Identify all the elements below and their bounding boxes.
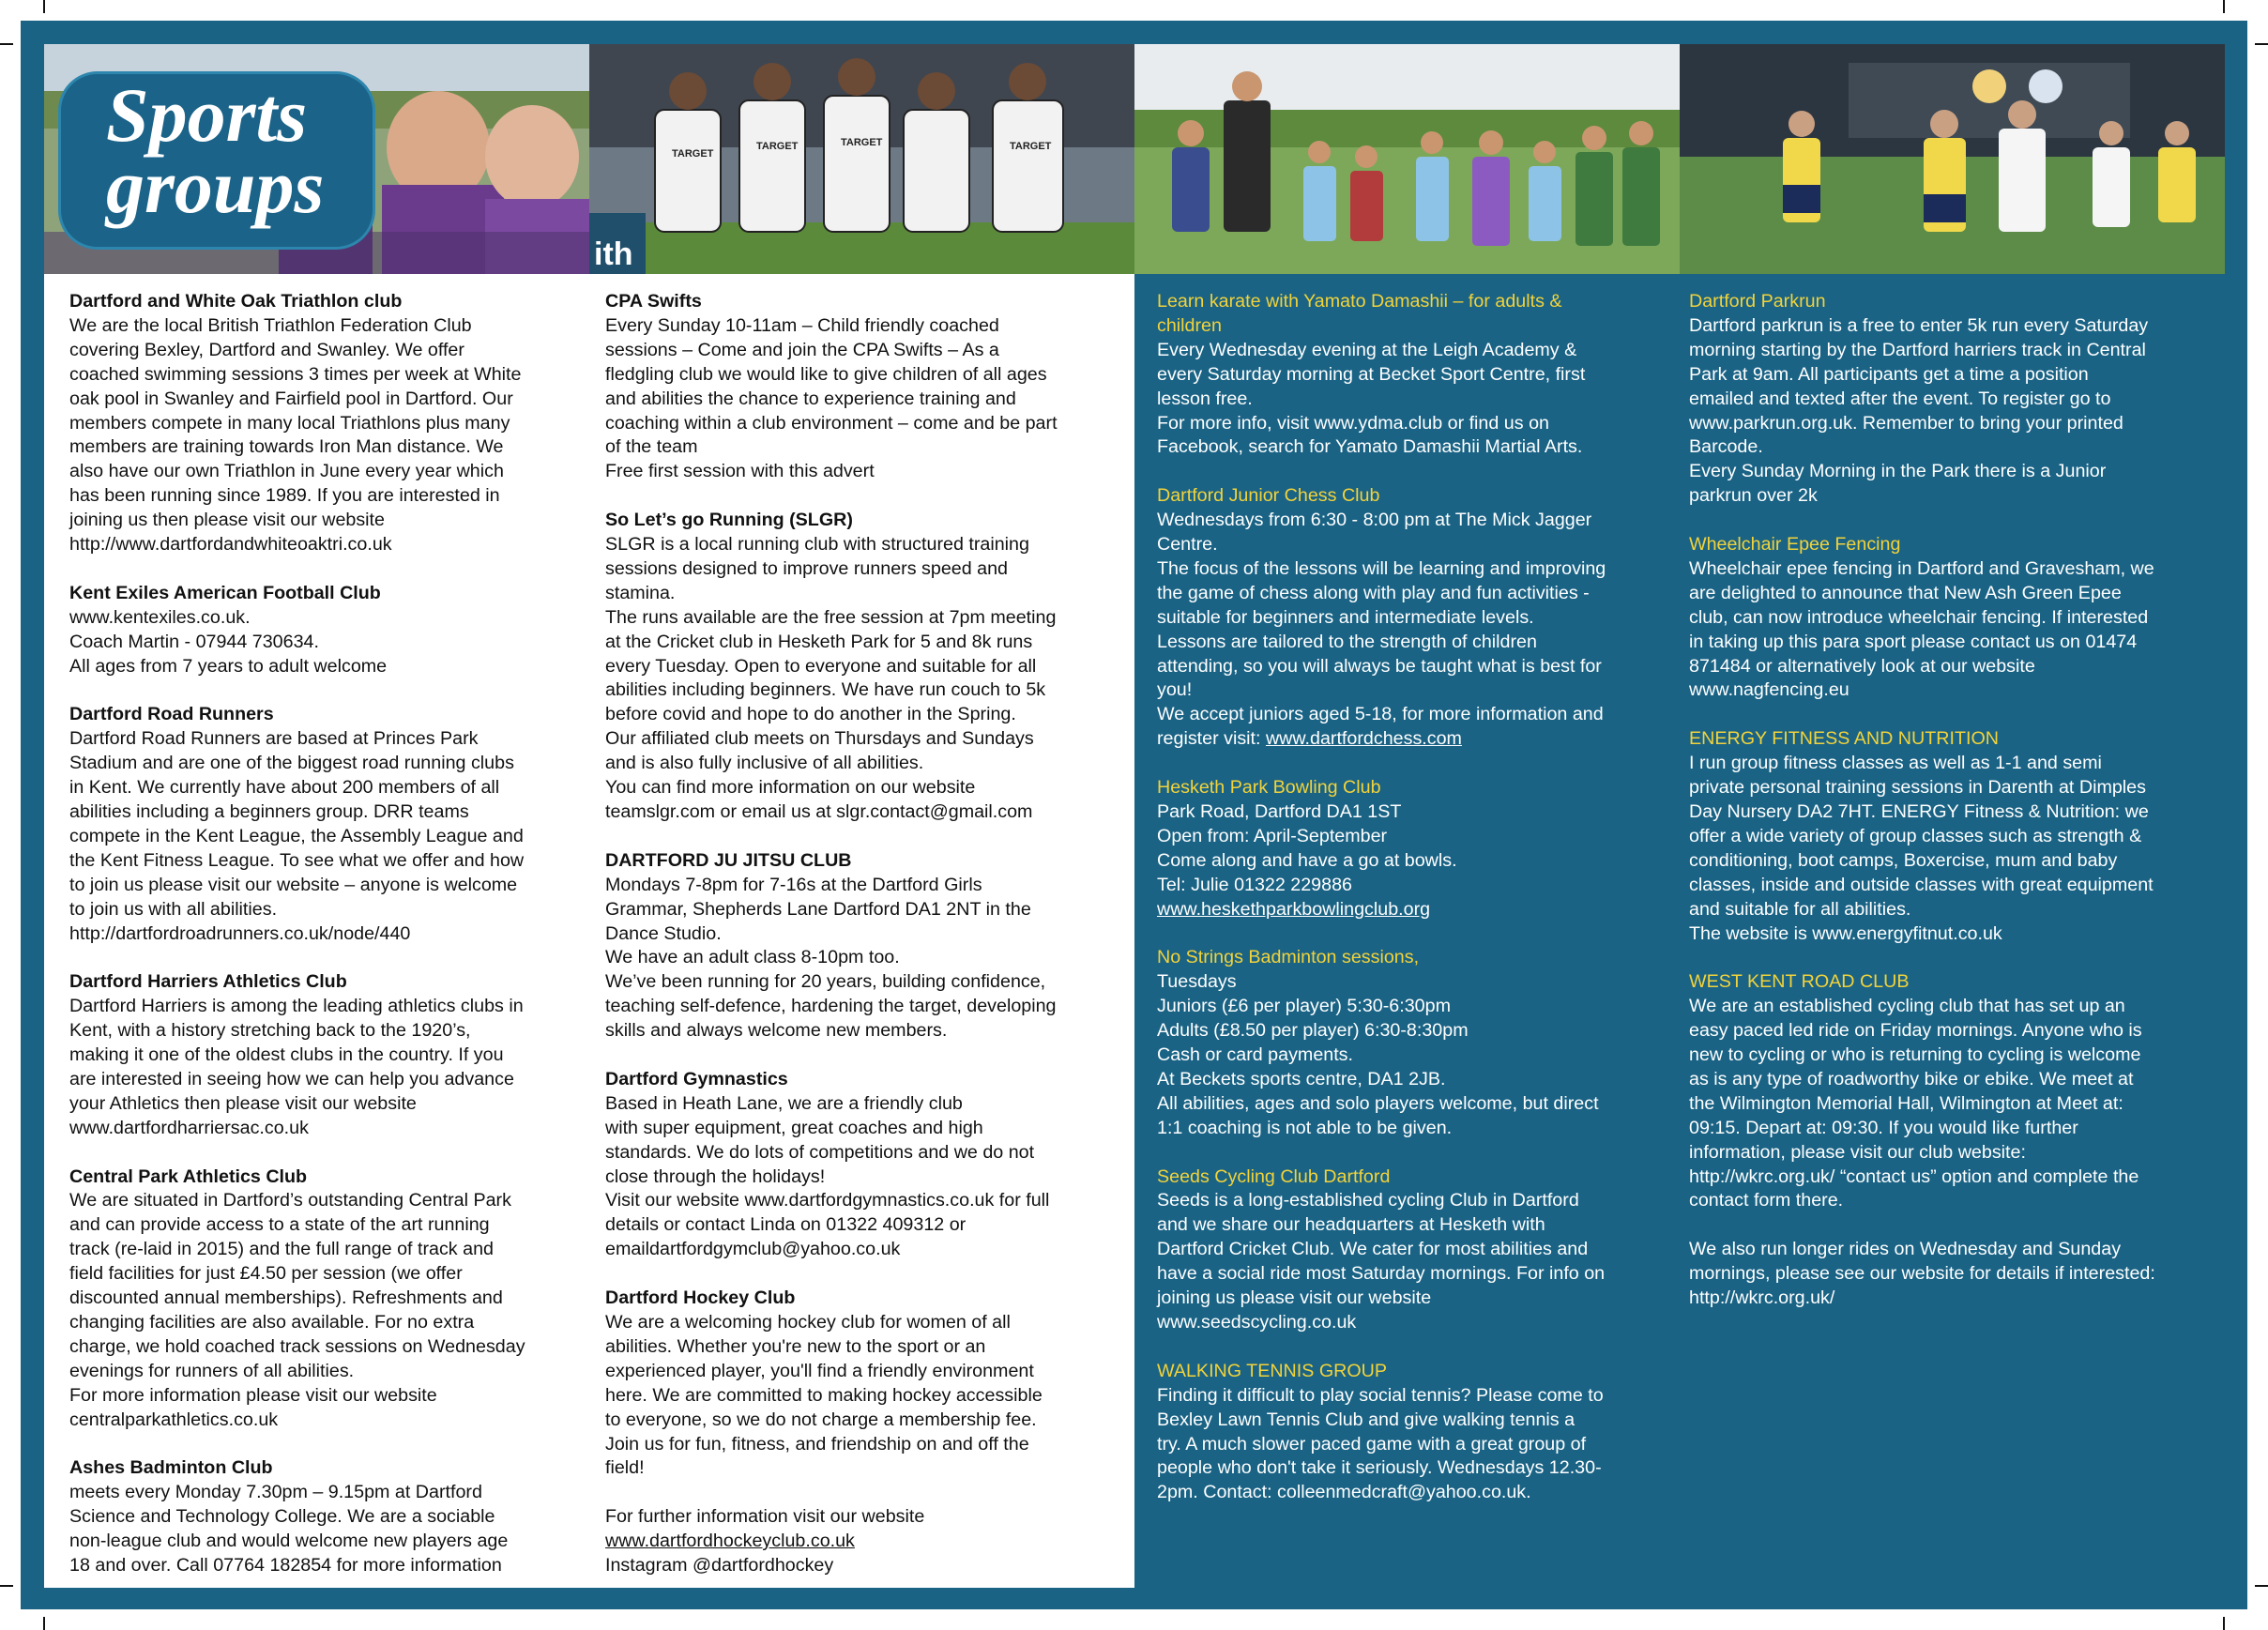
crop-mark [43,0,45,13]
club-text-line: Free first session with this advert [605,461,875,482]
club-text-line: abilities. Whether you're new to the sport or an [605,1335,986,1357]
club-section [1157,1360,1668,1505]
club-text-line: the Wilmington Memorial Hall, Wilmington at Meet at: [1689,1092,2123,1114]
club-text-line: sessions – Come and join the CPA Swifts – As a [605,339,999,360]
club-text-line: your Athletics then please visit our website [69,1092,417,1114]
club-text-line: and can provide access to a state of the art running [69,1214,490,1236]
club-text-line: coached swimming sessions 3 times per week at White [69,363,522,385]
club-section [1157,484,1668,752]
club-text-line: track (re-laid in 2015) and the full range of track and [69,1239,494,1260]
club-text-line: are interested in seeing how we can help you advance [69,1068,514,1089]
club-text-line: Stadium and are one of the biggest road running clubs [69,753,514,774]
club-text-line: attending, so you will always be taught what is best for [1157,655,1602,677]
club-text-line: http://wkrc.org.uk/ “contact us” option and complete the [1689,1165,2139,1187]
club-text-line: field facilities for just £4.50 per session (we offer [69,1263,463,1285]
club-text-line: joining us then please visit our website [69,510,385,531]
club-text-line: discounted annual memberships). Refreshments and [69,1287,503,1309]
club-text-line: and abilities the chance to experience training and [605,388,1016,409]
club-text-line: oak pool in Swanley and Fairfield pool in Dartford. Our [69,388,513,409]
club-text-line: and we share our headquarters at Hesketh with [1157,1214,1545,1236]
club-text-line: experienced player, you'll find a friendly environment [605,1360,1034,1381]
column-1 [69,290,584,1603]
shirt-sponsor-text: TARGET [756,141,799,152]
club-text-line: We are situated in Dartford’s outstanding Central Park [69,1190,511,1211]
club-text-line: morning starting by the Dartford harriers track in Central [1689,339,2146,360]
club-text-line: members compete in many local Triathlons plus many [69,412,510,434]
club-title: Seeds Cycling Club Dartford [1157,1165,1391,1187]
club-title: ENERGY FITNESS AND NUTRITION [1689,728,1999,750]
club-text-line: www.parkrun.org.uk. Remember to bring your printed [1689,412,2123,434]
club-text-line: the Kent Fitness League. To see what we offer and how [69,849,525,871]
club-text-line: Adults (£8.50 per player) 6:30-8:30pm [1157,1020,1469,1042]
club-text-line: also have our own Triathlon in June every year which [69,461,504,482]
club-text-line: stamina. [605,582,676,603]
club-text-line: Tuesdays [1157,971,1237,993]
club-section [69,582,584,679]
club-text-line: teaching self-defence, hardening the target, developing [605,996,1057,1017]
club-text-line: every Tuesday. Open to everyone and suitable for all [605,655,1037,677]
club-text-line: and is also fully inclusive of all abilities. [605,753,924,774]
club-text-line: meets every Monday 7.30pm – 9.15pm at Dartford [69,1482,482,1503]
club-text-line: Tel: Julie 01322 229886 [1157,874,1352,895]
club-text-line: Lessons are tailored to the strength of children [1157,631,1537,652]
club-text-line: suitable for beginners and intermediate levels. [1157,606,1534,628]
club-text-line: new to cycling or who is returning to cycling is welcome [1689,1044,2141,1066]
club-text-line: to join us with all abilities. [69,898,278,920]
club-text-line: http://www.dartfordandwhiteoaktri.co.uk [69,534,392,556]
club-text-line: have a social ride most Saturday mornings. For info on [1157,1263,1606,1285]
club-text-line: 09:15. Depart at: 09:30. If you would like further [1689,1117,2078,1138]
club-title: Kent Exiles American Football Club [69,582,381,603]
website-link[interactable]: www.dartfordhockeyclub.co.uk [605,1531,855,1552]
club-title: WEST KENT ROAD CLUB [1689,971,1910,993]
club-text-line: standards. We do lots of competitions and we do not [605,1141,1035,1163]
club-text-line: Wednesdays from 6:30 - 8:00 pm at The Mick Jagger [1157,510,1592,531]
club-text-line: You can find more information on our website [605,777,976,799]
club-text-line: Dartford parkrun is a free to enter 5k run every Saturday [1689,314,2149,336]
club-title: Dartford Hockey Club [605,1287,796,1309]
shirt-sponsor-text: TARGET [1010,141,1052,152]
footer-line: For further information visit our website [605,1506,925,1528]
club-text-line: here. We are committed to making hockey accessible [605,1384,1043,1406]
football-team-photo [589,44,1134,274]
club-text-line: Facebook, search for Yamato Damashii Martial Arts. [1157,436,1583,458]
footer-line: We also run longer rides on Wednesday and Sunday [1689,1239,2122,1260]
club-text-line: parkrun over 2k [1689,485,1818,507]
crop-mark [2223,1617,2225,1630]
column-footer [605,1505,1119,1578]
club-section [1689,533,2215,703]
club-text-line: compete in the Kent League, the Assembly League and [69,825,524,846]
club-text-line: offer a wide variety of group classes such as strength & [1689,825,2142,846]
club-text-line: field! [605,1457,645,1479]
club-text-line: Barcode. [1689,436,1763,458]
club-title: Dartford Gymnastics [605,1068,788,1089]
club-text-line: classes, inside and outside classes with great equipment [1689,874,2154,895]
club-title: Hesketh Park Bowling Club [1157,777,1381,799]
club-text-line: 18 and over. Call 07764 182854 for more information [69,1555,502,1577]
club-title: Ashes Badminton Club [69,1457,273,1479]
club-section [69,970,584,1140]
club-title: Dartford Parkrun [1689,291,1826,312]
club-text-line: Visit our website www.dartfordgymnastics.co.uk for full [605,1190,1050,1211]
club-text-line: club, can now introduce wheelchair fencing. If interested [1689,606,2149,628]
club-section [1157,776,1668,922]
club-section [605,849,1119,1044]
club-text-line: evenings for runners of all abilities. [69,1360,355,1381]
club-section [605,509,1119,825]
crop-mark [2255,1585,2268,1587]
club-text-line: I run group fitness classes as well as 1-1 and semi [1689,753,2102,774]
club-text-line: to join us please visit our website – anyone is welcome [69,874,518,895]
club-text-line: All abilities, ages and solo players welcome, but direct [1157,1092,1599,1114]
club-text-line: We’ve been running for 20 years, building confidence, [605,971,1046,993]
club-title: children [1157,314,1222,336]
club-text-line: to everyone, so we do not charge a membership fee. [605,1409,1037,1430]
club-title: WALKING TENNIS GROUP [1157,1360,1388,1381]
club-text-line: covering Bexley, Dartford and Swanley. We offer [69,339,464,360]
club-text-line: try. A much slower paced game with a great group of [1157,1433,1587,1455]
club-text-line: Bexley Lawn Tennis Club and give walking tennis a [1157,1409,1575,1430]
club-text-line: www.kentexiles.co.uk. [69,606,251,628]
club-section [1689,727,2215,946]
club-text-line: abilities including beginners. We have run couch to 5k [605,679,1046,701]
club-text-line: Finding it difficult to play social tennis? Please come to [1157,1384,1604,1406]
club-section [605,1287,1119,1481]
website-link[interactable]: www.heskethparkbowlingclub.org [1157,898,1431,920]
club-text-line: We have an adult class 8-10pm too. [605,947,900,968]
club-text-line: are delighted to announce that New Ash Green Epee [1689,582,2122,603]
club-text-line: every Saturday morning at Becket Sport Centre, first [1157,363,1586,385]
club-text-line: making it one of the oldest clubs in the country. If you [69,1044,504,1066]
club-section [69,1165,584,1433]
club-text-line: Park at 9am. All participants get a time a position [1689,363,2089,385]
club-text-line: Seeds is a long-established cycling Club in Dartford [1157,1190,1579,1211]
club-section [1689,290,2215,509]
club-text-line: Dartford Cricket Club. We cater for most abilities and [1157,1239,1589,1260]
club-text-line: fledgling club we would like to give children of all ages [605,363,1047,385]
club-section [1157,290,1668,460]
club-text-line: as is any type of roadworthy bike or ebike. We meet at [1689,1068,2134,1089]
club-text-line: of the team [605,436,698,458]
club-text-line: www.seedscycling.co.uk [1157,1312,1357,1333]
website-link[interactable]: www.dartfordchess.com [1265,728,1462,750]
crop-mark [2255,43,2268,45]
column-3 [1157,290,1668,1530]
club-text-line: contact form there. [1689,1190,1844,1211]
club-text-line: Dartford Road Runners are based at Princes Park [69,728,479,750]
club-text-line: Grammar, Shepherds Lane Dartford DA1 2NT in the [605,898,1031,920]
club-section [605,290,1119,484]
club-text-line: Based in Heath Lane, we are a friendly club [605,1092,963,1114]
club-title: Dartford Road Runners [69,704,274,725]
crop-mark [2223,0,2225,13]
column-2 [605,290,1119,1578]
club-text-line: Cash or card payments. [1157,1044,1353,1066]
club-text-line: Park Road, Dartford DA1 1ST [1157,801,1402,822]
club-text-line: We are the local British Triathlon Federation Club [69,314,472,336]
club-text-line: in taking up this para sport please contact us on 01474 [1689,631,2138,652]
club-text-line: Wheelchair epee fencing in Dartford and Gravesham, we [1689,557,2154,579]
club-text-line: with super equipment, great coaches and high [605,1117,983,1138]
club-text-line: Coach Martin - 07944 730634. [69,631,319,652]
club-text-line: 1:1 coaching is not able to be given. [1157,1117,1453,1138]
club-text-line: non-league club and would welcome new players age [69,1531,509,1552]
club-text-line: charge, we hold coached track sessions on Wednesday [69,1335,525,1357]
club-text-line: Mondays 7-8pm for 7-16s at the Dartford Girls [605,874,982,895]
club-text-line: The website is www.energyfitnut.co.uk [1689,922,2002,944]
club-text-line: Juniors (£6 per player) 5:30-6:30pm [1157,996,1451,1017]
club-text-line: abilities including a beginners group. DRR teams [69,801,469,822]
club-text-line: at the Cricket club in Hesketh Park for 5 and 8k runs [605,631,1033,652]
club-title: No Strings Badminton sessions, [1157,947,1420,968]
club-text-line: teamslgr.com or email us at slgr.contact@gmail.com [605,801,1033,823]
club-text-line: Come along and have a go at bowls. [1157,849,1457,871]
club-text-line: information, please visit our club website: [1689,1141,2026,1163]
club-text-line: For more information please visit our website [69,1384,437,1406]
club-text-line: For more info, visit www.ydma.club or find us on [1157,412,1549,434]
club-text-line: Dance Studio. [605,922,722,944]
club-text-line: Every Sunday Morning in the Park there is a Junior [1689,461,2107,482]
club-title: Wheelchair Epee Fencing [1689,534,1901,556]
club-text-line: Our affiliated club meets on Thursdays and Sundays [605,728,1034,750]
club-text-line: the game of chess along with play and fun activities - [1157,582,1590,603]
club-text-line: Dartford Harriers is among the leading athletics clubs in [69,996,524,1017]
club-text-line: www.nagfencing.eu [1689,679,1849,701]
club-text-line: The runs available are the free session at 7pm meeting [605,606,1057,628]
club-text-line: 2pm. Contact: colleenmedcraft@yahoo.co.uk. [1157,1482,1531,1503]
crop-mark [0,1585,13,1587]
club-section [69,703,584,946]
club-text-line: Every Sunday 10-11am – Child friendly coached [605,314,999,336]
club-text-line: We are a welcoming hockey club for women of all [605,1312,1011,1333]
column-footer [1689,1238,2215,1311]
club-text-line: Science and Technology College. We are a sociable [69,1506,495,1528]
club-text-line [1157,727,1668,752]
club-text-line: easy paced led ride on Friday mornings. Anyone who is [1689,1020,2142,1042]
club-text-line: members are training towards Iron Man distance. We [69,436,504,458]
womens-football-photo [1680,44,2225,274]
club-text-line: Open from: April-September [1157,825,1388,846]
club-text-line: http://dartfordroadrunners.co.uk/node/440 [69,922,411,944]
club-text-line: Centre. [1157,534,1218,556]
banner-text: ith [594,236,633,272]
title-badge [58,71,375,250]
club-text-line: details or contact Linda on 01322 409312 or [605,1214,967,1236]
club-text-line: and suitable for all abilities. [1689,898,1911,920]
club-text-line: joining us please visit our website [1157,1287,1432,1309]
club-text-line: We accept juniors aged 5-18, for more information and [1157,704,1604,725]
club-text-line: sessions designed to improve runners speed and [605,557,1009,579]
crop-mark [43,1617,45,1630]
club-text-line: lesson free. [1157,388,1253,409]
club-text-line: Day Nursery DA2 7HT. ENERGY Fitness & Nutrition: we [1689,801,2149,822]
club-section [1157,1165,1668,1335]
club-title: So Let’s go Running (SLGR) [605,510,853,531]
column-4 [1689,290,2215,1311]
club-text-line: 871484 or alternatively look at our website [1689,655,2035,677]
club-text-line: Kent, with a history stretching back to the 1920’s, [69,1020,471,1042]
club-text-line: has been running since 1989. If you are interested in [69,485,500,507]
club-text-line: before covid and hope to do another in the Spring. [605,704,1016,725]
link-prefix: register visit: [1157,728,1266,750]
shirt-sponsor-text: TARGET [672,148,714,160]
club-text-line: skills and always welcome new members. [605,1020,948,1042]
club-text-line: At Beckets sports centre, DA1 2JB. [1157,1068,1446,1089]
club-text-line: The focus of the lessons will be learning and improving [1157,557,1606,579]
club-title: Central Park Athletics Club [69,1165,308,1187]
shirt-sponsor-text: TARGET [841,137,883,148]
club-section [69,1456,584,1578]
club-title: Dartford Junior Chess Club [1157,485,1380,507]
junior-football-photo [1134,44,1680,274]
club-text-line: conditioning, boot camps, Boxercise, mum and baby [1689,849,2118,871]
club-text-line: coaching within a club environment – come and be part [605,412,1058,434]
club-section [69,290,584,557]
club-text-line: centralparkathletics.co.uk [69,1409,279,1430]
club-section [1689,970,2215,1213]
club-text-line: private personal training sessions in Darenth at Dimples [1689,777,2146,799]
club-text-line: SLGR is a local running club with structured training [605,534,1029,556]
club-text-line: you! [1157,679,1193,701]
footer-line: mornings, please see our website for details if interested: [1689,1263,2155,1285]
club-title: Learn karate with Yamato Damashii – for adults & [1157,291,1562,312]
club-text-line: Every Wednesday evening at the Leigh Academy & [1157,339,1577,360]
club-title: CPA Swifts [605,291,702,312]
club-title: DARTFORD JU JITSU CLUB [605,849,852,871]
club-text-line: in Kent. We currently have about 200 members of all [69,777,500,799]
club-title: Dartford Harriers Athletics Club [69,971,347,993]
club-text-line: people who don't take it seriously. Wednesdays 12.30- [1157,1457,1602,1479]
club-text-line: All ages from 7 years to adult welcome [69,655,388,677]
club-text-line: Join us for fun, fitness, and friendship on and off the [605,1433,1029,1455]
club-text-line: close through the holidays! [605,1165,826,1187]
club-text-line: www.dartfordharriersac.co.uk [69,1117,309,1138]
club-text-line: emailed and texted after the event. To register go to [1689,388,2111,409]
footer-line: Instagram @dartfordhockey [605,1555,834,1577]
club-section [1157,946,1668,1140]
club-section [605,1068,1119,1262]
footer-line: http://wkrc.org.uk/ [1689,1287,1835,1309]
crop-mark [0,43,13,45]
club-text-line: changing facilities are also available. For no extra [69,1312,475,1333]
club-title: Dartford and White Oak Triathlon club [69,291,403,312]
club-text-line: emaildartfordgymclub@yahoo.co.uk [605,1239,901,1260]
club-text-line: We are an established cycling club that has set up an [1689,996,2125,1017]
page-title: Sports groups [106,72,325,229]
